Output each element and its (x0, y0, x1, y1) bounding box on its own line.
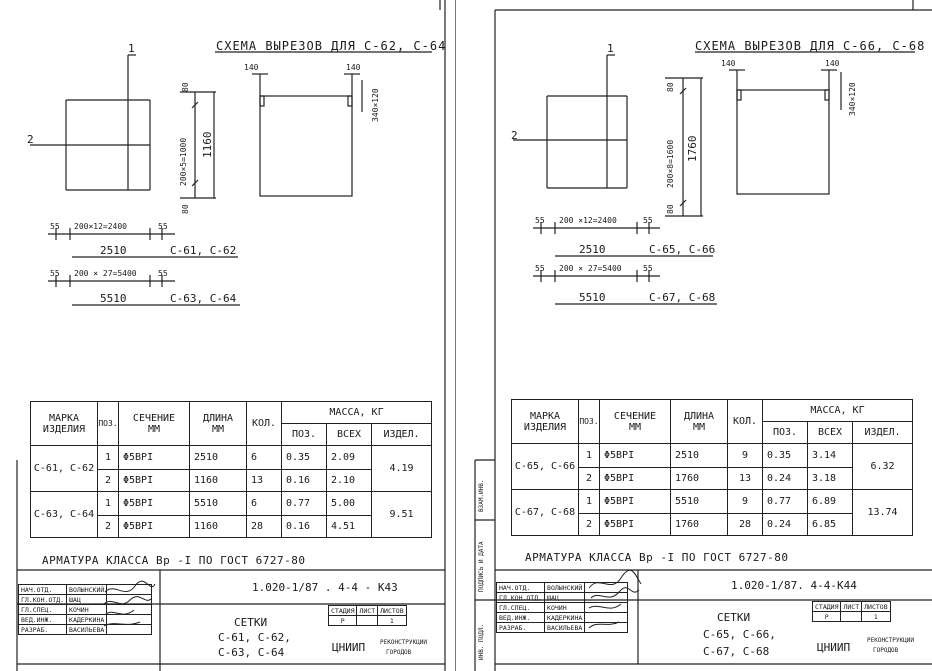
row-section: Φ5BPI (119, 516, 190, 538)
col-pos-header: ПОЗ. (98, 402, 119, 446)
dim-80-top: 80 (181, 82, 190, 92)
stamp-role: ГЛ.СПЕЦ. (497, 603, 545, 613)
row-pos: 1 (98, 446, 119, 470)
col-mass-pos-header: ПОЗ. (282, 424, 327, 446)
col-mass-item-header: ИЗДЕЛ. (853, 422, 913, 444)
row2-edge-right: 55 (158, 269, 168, 278)
row-section: Φ5BPI (119, 446, 190, 470)
row-mass-all: 4.51 (327, 516, 372, 538)
sheets-value: 1 (378, 616, 406, 626)
stage-value: Р (329, 616, 357, 626)
dim-80-bottom: 80 (181, 204, 190, 214)
stamp-name: ШАЦ (545, 593, 585, 603)
row-mass-all: 2.10 (327, 470, 372, 492)
sheet-header: ЛИСТ (357, 606, 378, 616)
row-qty: 6 (247, 446, 282, 470)
organization-subtitle-2: ГОРОДОВ (873, 647, 899, 654)
stamp-stage-table (328, 605, 407, 626)
row1-total: 2510 (100, 244, 127, 257)
row-qty: 13 (728, 468, 763, 490)
row-mass-all: 3.14 (808, 444, 853, 468)
dim-80-bottom: 80 (666, 204, 675, 214)
sheet-header: ЛИСТ (841, 602, 862, 612)
row-mass-item: 9.51 (372, 492, 432, 538)
row-mass-pos: 0.77 (282, 492, 327, 516)
dim-top-left: 140 (721, 59, 736, 68)
cut-scheme-title: СХЕМА ВЫРЕЗОВ ДЛЯ С-62, С-64 (216, 39, 447, 53)
col-length-header: ДЛИНА ММ (190, 402, 247, 446)
col-section-header: СЕЧЕНИЕ ММ (600, 400, 671, 444)
stamp-name: ВАСИЛЬЕВА (545, 623, 585, 633)
row-qty: 9 (728, 444, 763, 468)
dim-vertical-total: 1160 (201, 131, 214, 158)
row-qty: 28 (247, 516, 282, 538)
doc-code: 1.020-1/87 . 4-4 - К43 (252, 581, 398, 594)
dim-top-left: 140 (244, 63, 259, 72)
stamp-title-marks-1: С-61, С-62, (218, 631, 291, 644)
row2-total: 5510 (100, 292, 127, 305)
drawing-sheet-left (0, 0, 455, 671)
row-mass-all: 6.85 (808, 514, 853, 536)
stage-header: СТАДИЯ (329, 606, 357, 616)
row-length: 1760 (671, 514, 728, 536)
dim-vertical-total: 1760 (686, 135, 699, 162)
row2-series: 200 × 27=5400 (74, 269, 137, 278)
col-mass-header: МАССА, КГ (763, 400, 913, 422)
stamp-title: СЕТКИ (234, 616, 268, 629)
armature-note: АРМАТУРА КЛАССА Bp -I ПО ГОСТ 6727-80 (525, 551, 789, 564)
stamp-name: КАДЕРКИНА (545, 613, 585, 623)
stamp-name: КАДЕРКИНА (67, 615, 107, 625)
table-row (31, 446, 432, 470)
stamp-name: ШАЦ (67, 595, 107, 605)
col-mark-header: МАРКА ИЗДЕЛИЯ (31, 402, 98, 446)
row-section: Φ5BPI (600, 444, 671, 468)
row-pos: 1 (98, 492, 119, 516)
position-mark-2: 2 (27, 133, 34, 146)
dim-vertical-series: 200×8=1600 (666, 139, 675, 188)
position-mark-1: 1 (128, 42, 135, 55)
stamp-role: НАЧ.ОТД. (497, 583, 545, 593)
stamp-title: СЕТКИ (717, 611, 751, 624)
stamp-role: РАЗРАБ. (19, 625, 67, 635)
handwritten-signatures (100, 580, 160, 630)
sheet-value (357, 616, 378, 626)
row-length: 1160 (190, 470, 247, 492)
stamp-role: НАЧ.ОТД. (19, 585, 67, 595)
stamp-title-marks-2: С-63, С-64 (218, 646, 285, 659)
col-mass-pos-header: ПОЗ. (763, 422, 808, 444)
row1-total: 2510 (579, 243, 606, 256)
row-mass-item: 4.19 (372, 446, 432, 492)
row-qty: 28 (728, 514, 763, 536)
drawing-sheet-right (455, 0, 932, 671)
side-label-signature-date: ПОДПИСЬ И ДАТА (478, 541, 485, 592)
handwritten-signatures (585, 570, 645, 630)
row-qty: 13 (247, 470, 282, 492)
row-mass-item: 13.74 (853, 490, 913, 536)
row-mass-all: 2.09 (327, 446, 372, 470)
row2-marks: С-67, С-68 (649, 291, 716, 304)
table-row (512, 444, 913, 468)
row-mass-pos: 0.16 (282, 470, 327, 492)
stamp-role: ВЕД.ИНЖ. (19, 615, 67, 625)
stamp-role: ГЛ.СПЕЦ. (19, 605, 67, 615)
sheet-right-linework (455, 0, 932, 671)
col-qty-header: КОЛ. (247, 402, 282, 446)
side-label-original-inv: ИНВ. ПОДЛ. (478, 623, 485, 660)
row-length: 2510 (671, 444, 728, 468)
row-qty: 9 (728, 490, 763, 514)
row-pos: 1 (579, 490, 600, 514)
row-mass-all: 5.00 (327, 492, 372, 516)
row-pos: 2 (579, 468, 600, 490)
stamp-role: ГЛ.КОН.ОТД. (497, 593, 545, 603)
row-mark: С-61, С-62 (31, 446, 98, 492)
stamp-title-marks-2: С-67, С-68 (703, 645, 770, 658)
row1-series: 200 ×12=2400 (559, 216, 617, 225)
row-pos: 2 (579, 514, 600, 536)
stamp-title-marks-1: С-65, С-66, (703, 628, 776, 641)
row-mass-pos: 0.35 (282, 446, 327, 470)
row2-marks: С-63, С-64 (170, 292, 237, 305)
dim-top-right: 140 (346, 63, 361, 72)
row-length: 1760 (671, 468, 728, 490)
col-mark-header: МАРКА ИЗДЕЛИЯ (512, 400, 579, 444)
dim-cut-size: 340×120 (371, 88, 380, 122)
cut-scheme-title: СХЕМА ВЫРЕЗОВ ДЛЯ С-66, С-68 (695, 39, 926, 53)
stamp-name: КОЧИН (67, 605, 107, 615)
stamp-name: ВАСИЛЬЕВА (67, 625, 107, 635)
organization-subtitle-1: РЕКОНСТРУКЦИИ (867, 637, 914, 644)
col-section-header: СЕЧЕНИЕ ММ (119, 402, 190, 446)
row-length: 1160 (190, 516, 247, 538)
row1-edge-right: 55 (643, 216, 653, 225)
side-label-replacement-inv: ВЗАМ.ИНВ. (478, 479, 485, 512)
doc-code: 1.020-1/87. 4-4-К44 (731, 579, 857, 592)
col-pos-header: ПОЗ. (579, 400, 600, 444)
col-mass-item-header: ИЗДЕЛ. (372, 424, 432, 446)
armature-note: АРМАТУРА КЛАССА Bp -I ПО ГОСТ 6727-80 (42, 554, 306, 567)
organization-name: ЦНИИП (332, 641, 366, 654)
row-section: Φ5BPI (119, 492, 190, 516)
dim-80-top: 80 (666, 82, 675, 92)
stamp-stage-table (812, 601, 891, 622)
stamp-role: ВЕД.ИНЖ. (497, 613, 545, 623)
organization-subtitle-1: РЕКОНСТРУКЦИИ (380, 639, 427, 646)
sheets-value: 1 (862, 612, 890, 622)
row1-marks: С-61, С-62 (170, 244, 237, 257)
row-pos: 2 (98, 516, 119, 538)
stamp-name: ВОЛЫНСКИЙ (545, 583, 585, 593)
row2-edge-left: 55 (535, 264, 545, 273)
row-mark: С-67, С-68 (512, 490, 579, 536)
sheets-header: ЛИСТОВ (378, 606, 406, 616)
row1-marks: С-65, С-66 (649, 243, 716, 256)
col-mass-all-header: ВСЕХ (327, 424, 372, 446)
col-mass-header: МАССА, КГ (282, 402, 432, 424)
row-length: 5510 (671, 490, 728, 514)
row2-edge-left: 55 (50, 269, 60, 278)
col-mass-all-header: ВСЕХ (808, 422, 853, 444)
table-row (31, 492, 432, 516)
row2-series: 200 × 27=5400 (559, 264, 622, 273)
row-qty: 6 (247, 492, 282, 516)
row-mass-all: 6.89 (808, 490, 853, 514)
position-mark-2: 2 (511, 129, 518, 142)
row1-edge-right: 55 (158, 222, 168, 231)
row-mass-pos: 0.77 (763, 490, 808, 514)
dim-top-right: 140 (825, 59, 840, 68)
row-mass-pos: 0.35 (763, 444, 808, 468)
stamp-name: ВОЛЫНСКИЙ (67, 585, 107, 595)
row-mark: С-63, С-64 (31, 492, 98, 538)
row-mass-pos: 0.24 (763, 468, 808, 490)
organization-name: ЦНИИП (817, 641, 851, 654)
position-mark-1: 1 (607, 42, 614, 55)
stamp-role: ГЛ.КОН.ОТД. (19, 595, 67, 605)
sheets-header: ЛИСТОВ (862, 602, 890, 612)
row2-total: 5510 (579, 291, 606, 304)
stamp-name: КОЧИН (545, 603, 585, 613)
row-section: Φ5BPI (600, 514, 671, 536)
row-section: Φ5BPI (119, 470, 190, 492)
specification-table (30, 401, 432, 538)
sheet-left-linework (0, 0, 455, 671)
row-section: Φ5BPI (600, 490, 671, 514)
row-length: 5510 (190, 492, 247, 516)
stage-header: СТАДИЯ (813, 602, 841, 612)
col-qty-header: КОЛ. (728, 400, 763, 444)
dim-cut-size: 340×120 (848, 82, 857, 116)
table-row (512, 490, 913, 514)
row-length: 2510 (190, 446, 247, 470)
dim-vertical-series: 200×5=1000 (179, 137, 188, 186)
organization-subtitle-2: ГОРОДОВ (386, 649, 412, 656)
row-section: Φ5BPI (600, 468, 671, 490)
row1-series: 200×12=2400 (74, 222, 127, 231)
row-mass-pos: 0.16 (282, 516, 327, 538)
stage-value: Р (813, 612, 841, 622)
row-pos: 2 (98, 470, 119, 492)
row-pos: 1 (579, 444, 600, 468)
row-mass-pos: 0.24 (763, 514, 808, 536)
row2-edge-right: 55 (643, 264, 653, 273)
stamp-role: РАЗРАБ. (497, 623, 545, 633)
row1-edge-left: 55 (535, 216, 545, 225)
row-mark: С-65, С-66 (512, 444, 579, 490)
specification-table (511, 399, 913, 536)
row-mass-item: 6.32 (853, 444, 913, 490)
row1-edge-left: 55 (50, 222, 60, 231)
sheet-value (841, 612, 862, 622)
col-length-header: ДЛИНА ММ (671, 400, 728, 444)
row-mass-all: 3.18 (808, 468, 853, 490)
